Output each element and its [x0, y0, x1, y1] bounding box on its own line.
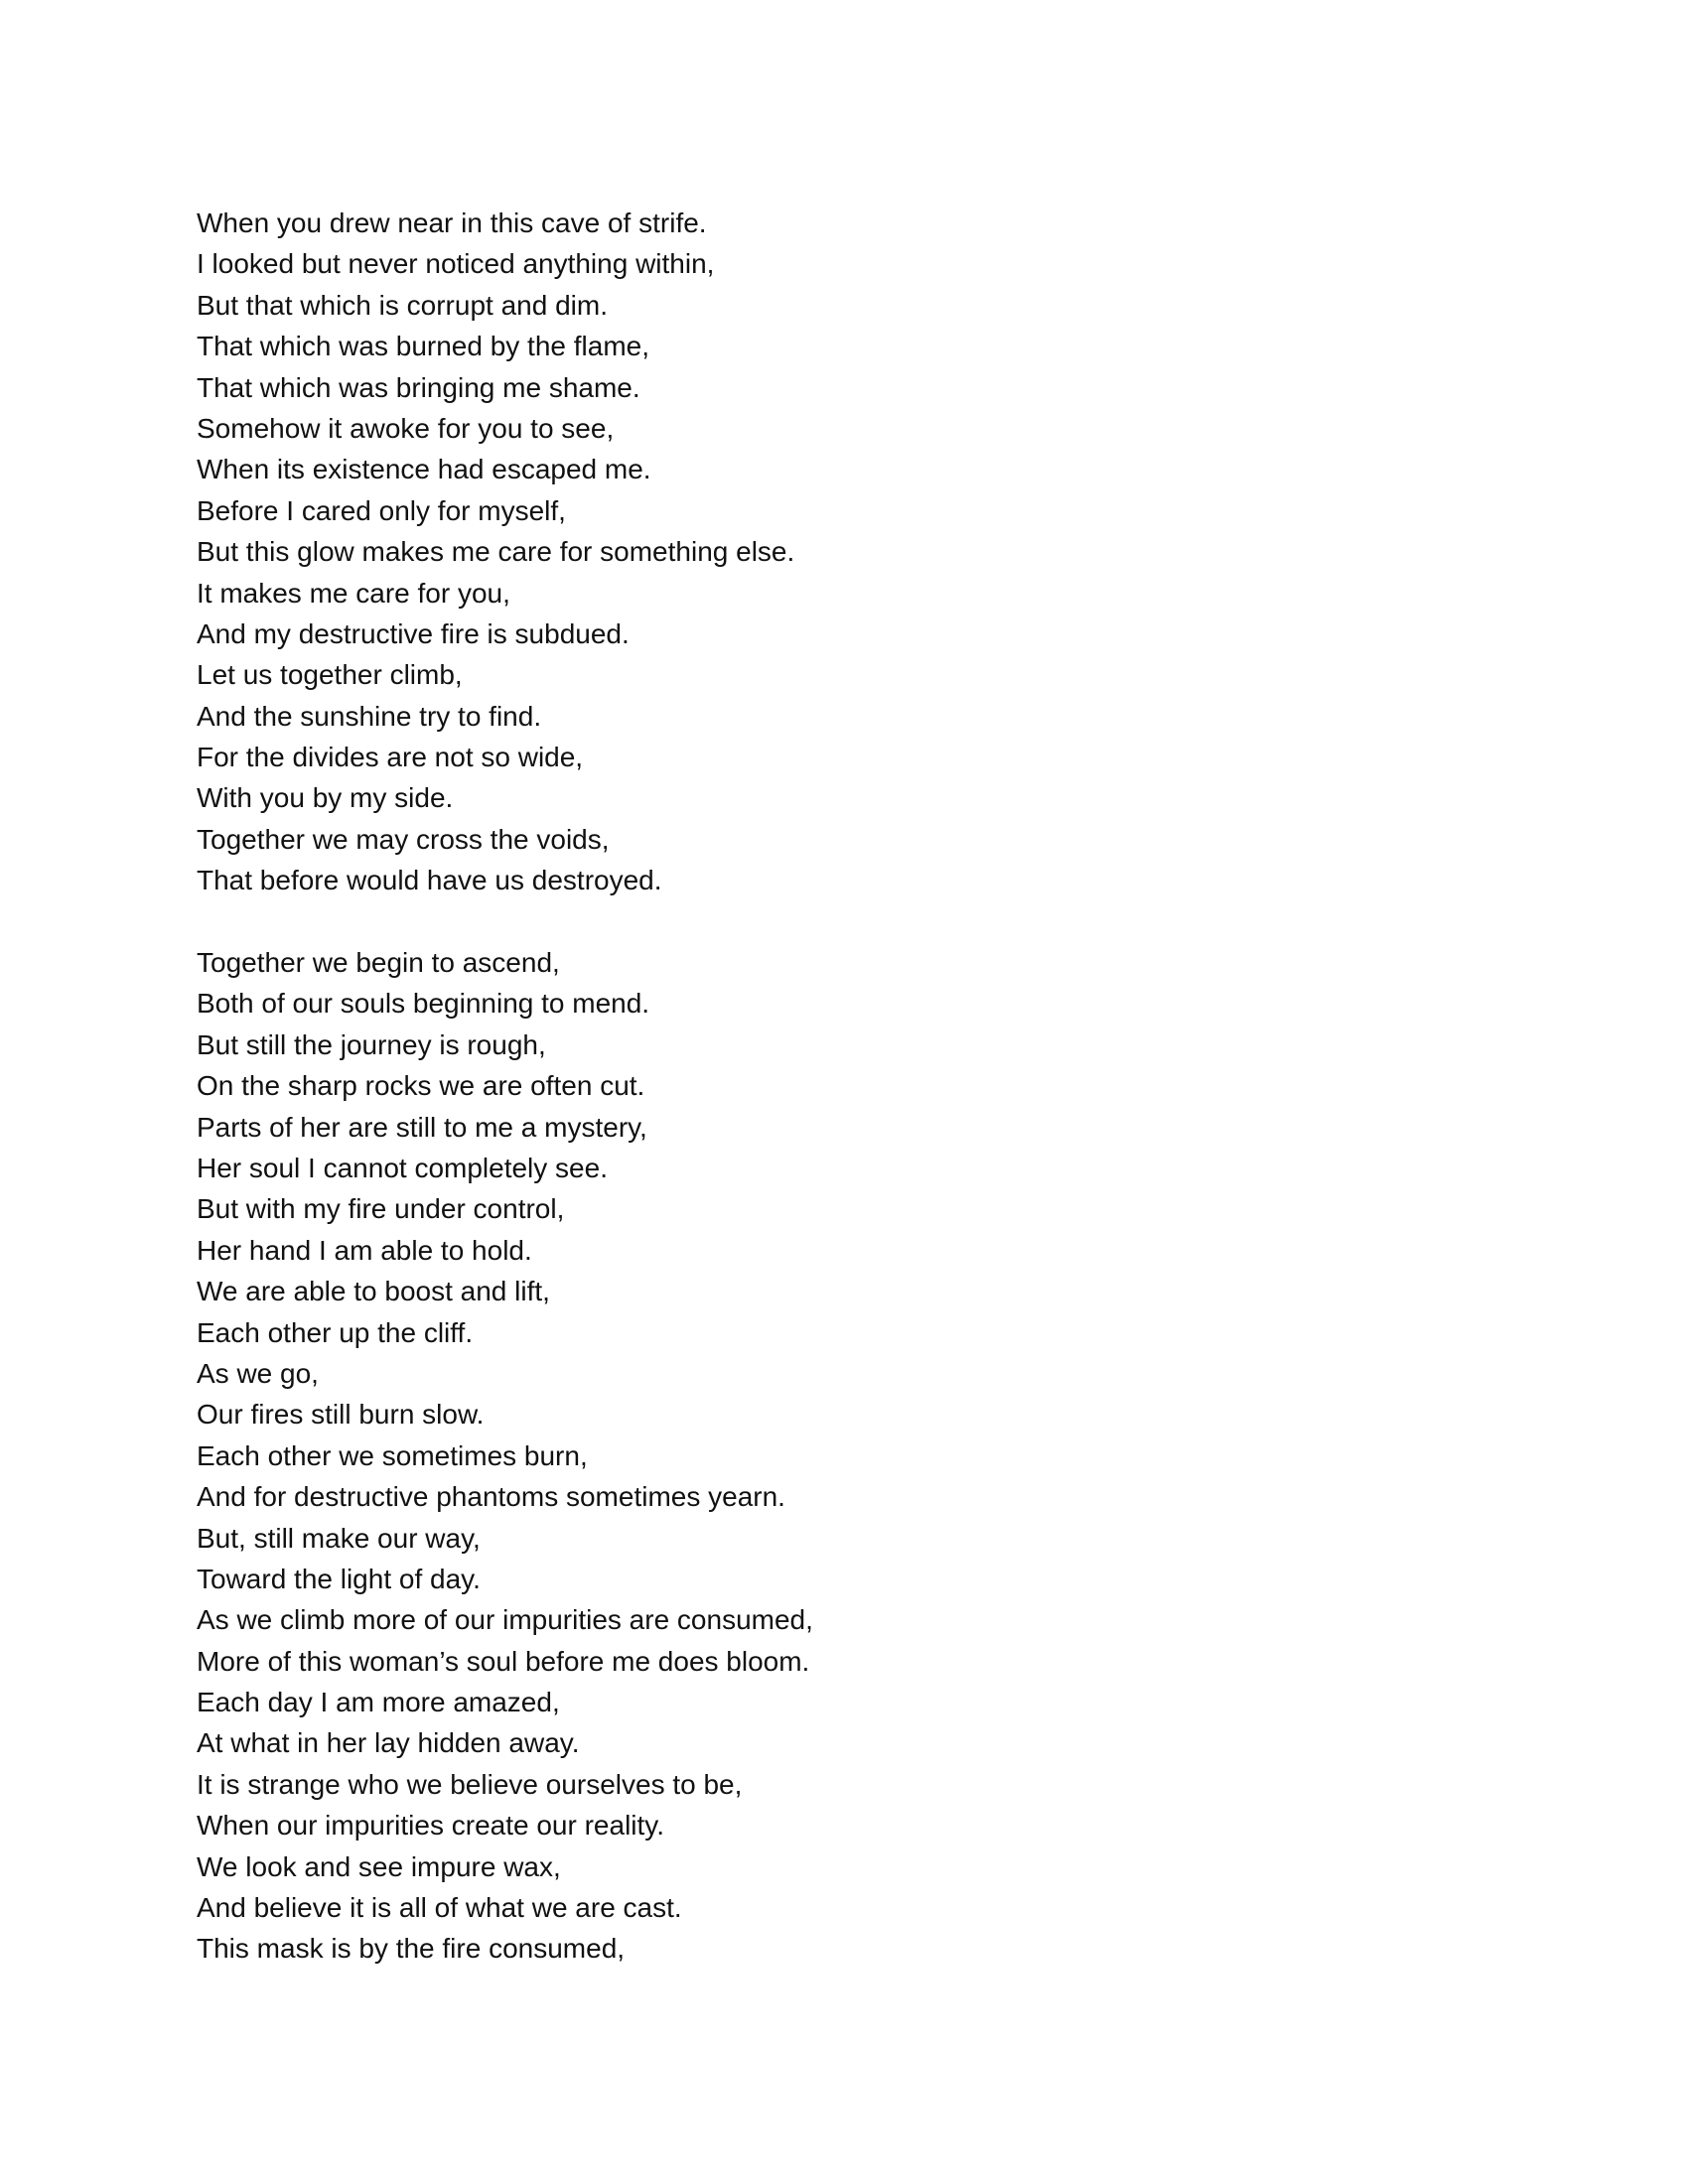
poem-stanza: [197, 203, 1487, 901]
poem-line: As we go,: [197, 1357, 319, 1389]
poem-line: And my destructive fire is subdued.: [197, 617, 630, 649]
poem-line: This mask is by the fire consumed,: [197, 1933, 626, 1965]
poem-line: More of this woman’s soul before me does bloom.: [197, 1645, 810, 1677]
poem-line: But, still make our way,: [197, 1522, 481, 1554]
poem-line: But with my fire under control,: [197, 1193, 565, 1225]
poem-line: It is strange who we believe ourselves to be,: [197, 1768, 743, 1800]
poem-line: On the sharp rocks we are often cut.: [197, 1070, 645, 1102]
poem-line: Her hand I am able to hold.: [197, 1234, 532, 1266]
poem-line: But this glow makes me care for something else.: [197, 536, 795, 568]
poem-line: Both of our souls beginning to mend.: [197, 988, 650, 1020]
poem-line: Together we may cross the voids,: [197, 823, 610, 855]
poem-line: Parts of her are still to me a mystery,: [197, 1111, 647, 1143]
poem-line: Her soul I cannot completely see.: [197, 1152, 608, 1183]
poem-line: That before would have us destroyed.: [197, 865, 662, 896]
poem-line: Before I cared only for myself,: [197, 494, 566, 526]
poem-line: That which was bringing me shame.: [197, 371, 640, 403]
poem-stanza: [197, 942, 1487, 1970]
poem-line: When its existence had escaped me.: [197, 454, 651, 485]
poem-line: And for destructive phantoms sometimes yearn.: [197, 1481, 785, 1513]
poem-line: But still the journey is rough,: [197, 1028, 546, 1060]
poem-line: Each other we sometimes burn,: [197, 1439, 588, 1471]
poem-line: And the sunshine try to find.: [197, 700, 542, 732]
poem-line: We are able to boost and lift,: [197, 1276, 550, 1307]
poem-line: At what in her lay hidden away.: [197, 1727, 580, 1759]
poem-line: We look and see impure wax,: [197, 1850, 561, 1882]
poem-line: When our impurities create our reality.: [197, 1810, 664, 1842]
poem-line: For the divides are not so wide,: [197, 742, 584, 773]
poem-line: It makes me care for you,: [197, 577, 510, 609]
poem-line: That which was burned by the flame,: [197, 331, 650, 362]
poem-line: Let us together climb,: [197, 659, 463, 691]
poem-line: With you by my side.: [197, 782, 454, 814]
poem-line: When you drew near in this cave of strife.: [197, 207, 707, 238]
poem-line: Toward the light of day.: [197, 1563, 481, 1594]
poem-line: And believe it is all of what we are cast.: [197, 1892, 682, 1924]
poem-line: Each other up the cliff.: [197, 1316, 474, 1348]
poem-line: But that which is corrupt and dim.: [197, 289, 608, 321]
poem-body: [197, 203, 1487, 1970]
poem-line: Somehow it awoke for you to see,: [197, 412, 615, 444]
poem-line: I looked but never noticed anything within,: [197, 248, 715, 280]
poem-line: As we climb more of our impurities are consumed,: [197, 1604, 813, 1636]
poem-line: Together we begin to ascend,: [197, 947, 560, 979]
poem-line: Each day I am more amazed,: [197, 1687, 560, 1718]
poem-line: Our fires still burn slow.: [197, 1399, 485, 1431]
